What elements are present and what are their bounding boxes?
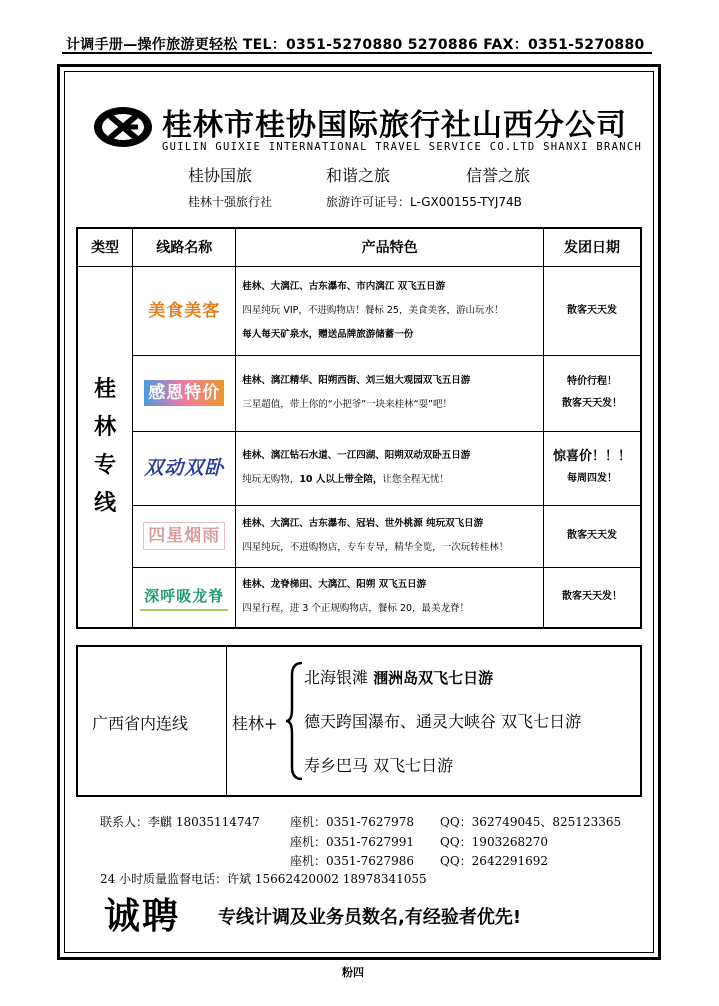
header-route-name: 线路名称 (133, 228, 236, 266)
type-char: 线 (94, 490, 117, 516)
guangxi-routes-box (76, 645, 642, 797)
contact-phone: 座机：0351-7627991 (290, 835, 415, 849)
header-type: 类型 (77, 228, 133, 266)
route-title: 桂林、大漓江、古东瀑布、市内漓江 双飞五日游 (242, 280, 446, 292)
route-desc: 四星行程，进 3 个正规购物店，餐标 20，最美龙脊！ (242, 603, 469, 615)
route-desc: 三星超值，带上你的“小把爷”一块来桂林“耍”吧！ (242, 399, 452, 410)
brace-icon (286, 661, 304, 781)
date-text: 散客天天发 (566, 304, 617, 316)
date-text: 每周四发！ (566, 473, 617, 484)
table-row (77, 567, 641, 628)
route-name-cell (133, 266, 236, 355)
date-text: 散客天天发 (566, 530, 617, 541)
type-char: 桂 (94, 376, 117, 402)
routes-table (76, 227, 642, 629)
type-cell-guilin (77, 266, 133, 628)
route-name-cell (133, 567, 236, 628)
guangxi-divider (226, 647, 227, 795)
company-name-en: GUILIN GUIXIE INTERNATIONAL TRAVEL SERVICE CO.LTD SHANXI BRANCH (162, 141, 643, 153)
header-dates: 发团日期 (543, 228, 641, 266)
guangxi-item (304, 665, 493, 688)
quality-hotline: 24 小时质量监督电话：许斌 15662420002 18978341055 (100, 872, 427, 886)
table-header-row (77, 228, 641, 266)
route-desc-line (242, 468, 537, 492)
route-name-cell (133, 505, 236, 567)
feature-cell (236, 355, 544, 431)
type-char: 专 (94, 452, 117, 478)
feature-cell (236, 266, 544, 355)
route-logo: 感恩特价 (144, 380, 224, 406)
license-number: 旅游许可证号：L-GX00155-TYJ74B (326, 195, 522, 209)
route-logo: 双动双卧 (144, 457, 225, 479)
route-logo: 美食美客 (148, 300, 221, 321)
contact-phone: 座机：0351-7627986 (290, 854, 415, 868)
contact-phone: 座机：0351-7627978 (290, 815, 415, 829)
type-char: 林 (94, 414, 117, 440)
slogan-1: 桂协国旅 (188, 166, 253, 185)
date-cell (543, 505, 641, 567)
route-title: 桂林、漓江精华、阳朔西街、刘三姐大观园双飞五日游 (242, 375, 471, 386)
table-row (77, 266, 641, 355)
hiring-text: 专线计调及业务员数名,有经验者优先! (218, 907, 522, 928)
feature-cell (236, 567, 544, 628)
contact-person: 联系人：李麒 18035114747 (100, 815, 260, 829)
date-cell (543, 355, 641, 431)
date-cell (543, 431, 641, 505)
route-title: 桂林、大漓江、古东瀑布、冠岩、世外桃源 纯玩双飞日游 (242, 518, 484, 529)
hiring-title: 诚聘 (104, 895, 181, 937)
route-name-cell (133, 355, 236, 431)
route-desc-bold: 每人每天矿泉水，赠送品牌旅游储蓄一份 (242, 328, 414, 340)
date-cell (543, 266, 641, 355)
slogan-3: 信誉之旅 (466, 166, 531, 185)
route-title: 桂林、漓江钻石水道、一江四湖、阳朔双动双卧五日游 (242, 450, 471, 461)
route-desc: 纯玩无购物， (242, 474, 300, 485)
table-row (77, 431, 641, 505)
contact-qq: QQ：1903268270 (440, 835, 549, 849)
company-name-cn: 桂林市桂协国际旅行社山西分公司 (162, 108, 627, 143)
date-text: 特价行程！ (566, 376, 617, 387)
guangxi-item-bold: 涠洲岛双飞七日游 (373, 669, 494, 687)
header-rule (62, 52, 652, 54)
route-name-cell (133, 431, 236, 505)
route-logo: 四星烟雨 (143, 522, 225, 550)
company-logo-icon (92, 104, 154, 150)
route-title: 桂林、龙脊梯田、大漓江、阳朔 双飞五日游 (242, 579, 427, 591)
route-desc-bold: 10 人以上带全陪， (299, 474, 383, 485)
route-logo: 深呼吸龙脊 (140, 583, 228, 611)
page-number: 粉四 (342, 966, 364, 979)
route-desc-tail: 让您全程无忧！ (382, 474, 449, 485)
guangxi-prefix: 桂林+ (232, 714, 278, 733)
guangxi-item-name: 北海银滩 (304, 668, 369, 687)
date-cell (543, 567, 641, 628)
feature-cell (236, 505, 544, 567)
date-text: 惊喜价！！！ (552, 449, 631, 464)
header-topline: 计调手册—操作旅游更轻松 TEL：0351-5270880 5270886 FAX：0351-5270880 (66, 37, 645, 53)
date-text: 散客天天发！ (561, 398, 622, 409)
feature-cell (236, 431, 544, 505)
award-text: 桂林十强旅行社 (188, 195, 273, 209)
table-row (77, 355, 641, 431)
guangxi-item: 寿乡巴马 双飞七日游 (304, 756, 454, 775)
date-text: 散客天天发！ (561, 591, 622, 603)
guangxi-label: 广西省内连线 (92, 714, 189, 733)
route-desc: 四星纯玩 VIP，不进购物店！餐标 25，美食美客，游山玩水！ (242, 304, 504, 316)
contact-qq: QQ：362749045、825123365 (440, 815, 622, 829)
route-desc: 四星纯玩，不进购物店，专车专导，精华全览，一次玩转桂林！ (242, 542, 509, 553)
slogan-2: 和谐之旅 (326, 166, 391, 185)
header-features: 产品特色 (236, 228, 544, 266)
guangxi-item: 德天跨国瀑布、通灵大峡谷 双飞七日游 (304, 712, 582, 731)
contact-qq: QQ：2642291692 (440, 854, 549, 868)
table-row (77, 505, 641, 567)
